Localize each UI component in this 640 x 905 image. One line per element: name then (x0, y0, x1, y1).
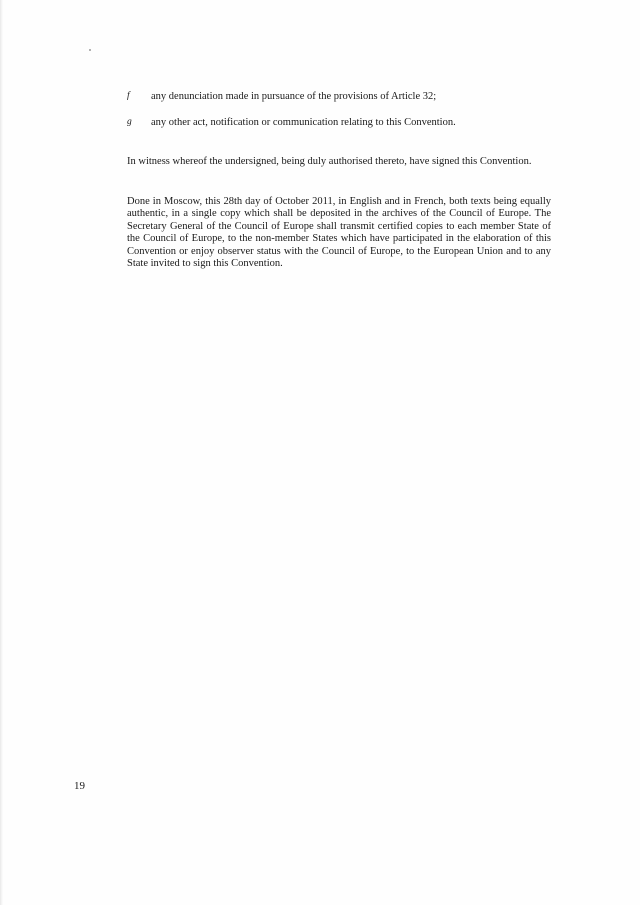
witness-paragraph: In witness whereof the undersigned, being duly authorised thereto, have signed this Convention. (127, 156, 532, 167)
page-edge-shadow (0, 0, 3, 905)
list-item-marker: g (127, 117, 132, 127)
page-number: 19 (74, 780, 85, 792)
list-item-text: any other act, notification or communication relating to this Convention. (151, 117, 456, 128)
scan-speck (89, 49, 91, 51)
list-item-marker: f (127, 91, 130, 101)
list-item-text: any denunciation made in pursuance of the provisions of Article 32; (151, 91, 437, 102)
done-in-moscow-paragraph: Done in Moscow, this 28th day of October 2011, in English and in French, both texts being equally authentic, in a single copy which shall be deposited in the archives of the Council of Europe. The Secretary General of the Council of Europe shall transmit certified copies to each member State of the Council of Europe, to the non-member States which have participated in the elaboration of this Convention or enjoy observer status with the Council of Europe, to the European Union and to any State invited to sign this Convention. (127, 196, 551, 270)
